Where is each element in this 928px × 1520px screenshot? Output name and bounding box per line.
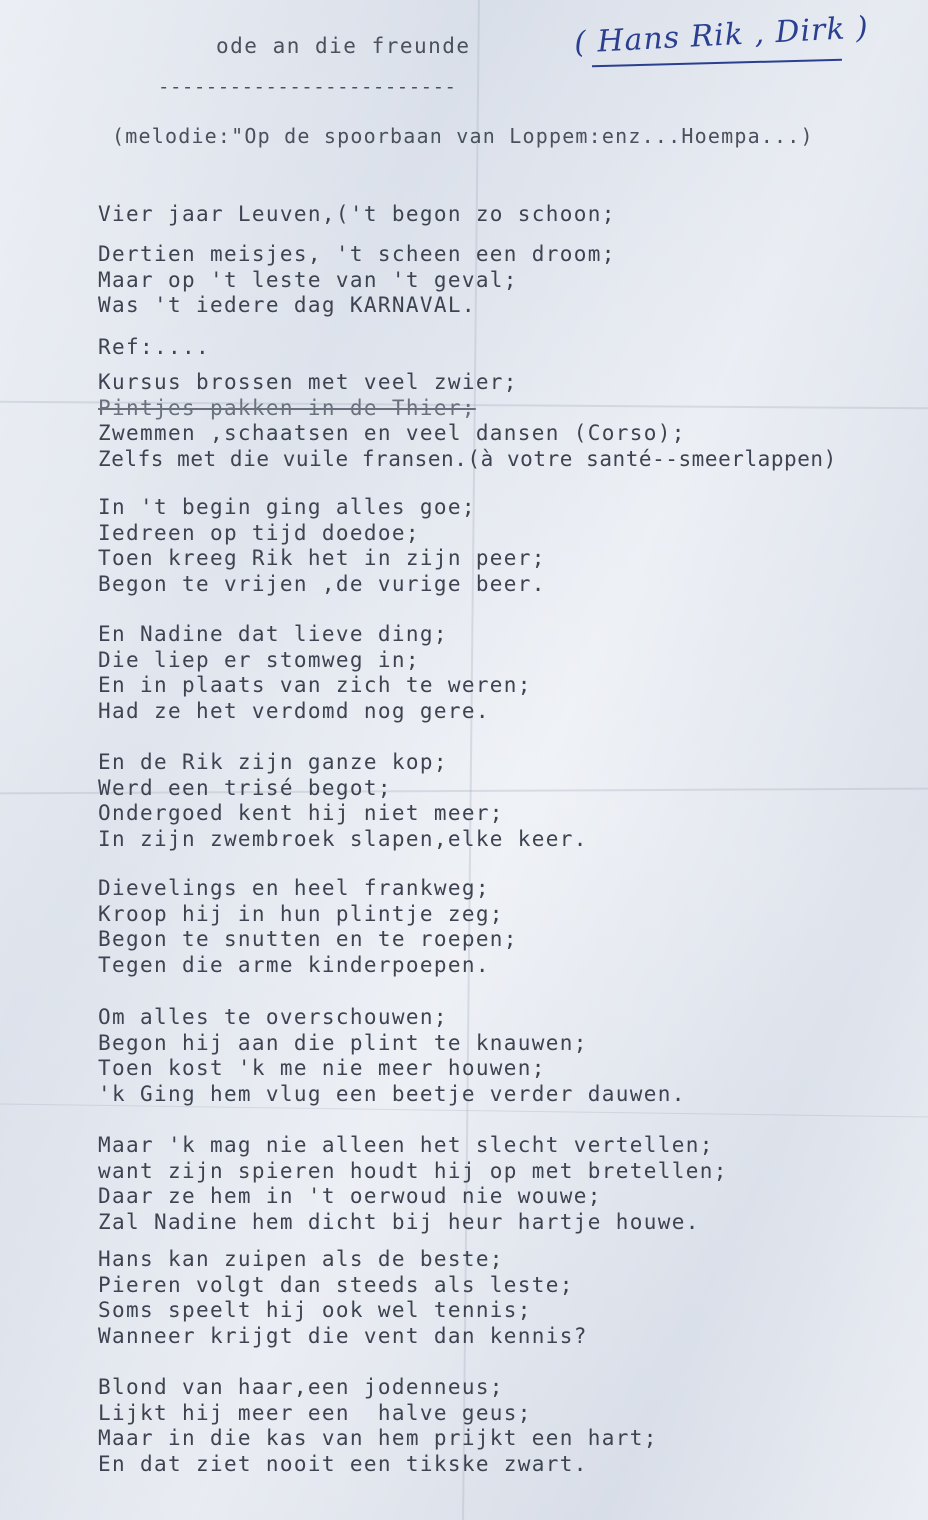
verse-line: Dievelings en heel frankweg; <box>98 876 490 900</box>
verse-line: Die liep er stomweg in; <box>98 647 420 672</box>
verse-line: Iedreen op tijd doedoe; <box>98 520 420 545</box>
verse-line: Om alles te overschouwen; <box>98 1005 448 1029</box>
stanza <box>98 1005 686 1107</box>
verse-line: Begon te snutten en te roepen; <box>98 927 518 951</box>
stanza <box>98 1375 658 1477</box>
verse-line: Zal Nadine hem dicht bij heur hartje houwe. <box>98 1209 700 1234</box>
verse-line: En dat ziet nooit een tikske zwart. <box>98 1451 588 1476</box>
struck-verse-line: Pintjes pakken in de Thier; <box>98 395 476 420</box>
verse-line: Kroop hij in hun plintje zeg; <box>98 901 504 926</box>
verse-line: Dertien meisjes, 't scheen een droom; <box>98 242 616 266</box>
verse-line: Ondergoed kent hij niet meer; <box>98 801 504 825</box>
stanza <box>98 495 546 597</box>
verse-line: En Nadine dat lieve ding; <box>98 622 448 646</box>
verse-line: In zijn zwembroek slapen,elke keer. <box>98 826 588 851</box>
verse-line: Soms speelt hij ook wel tennis; <box>98 1298 532 1322</box>
verse-line: En de Rik zijn ganze kop; <box>98 750 448 774</box>
verse-line: Maar op 't leste van 't geval; <box>98 267 518 292</box>
verse-line: Begon hij aan die plint te knauwen; <box>98 1030 588 1055</box>
stanza <box>98 876 518 978</box>
verse-line: Pieren volgt dan steeds als leste; <box>98 1272 574 1297</box>
verse-line: Werd een trisé begot; <box>98 775 392 800</box>
verse-line: Ref:.... <box>98 335 210 359</box>
stanza <box>98 1247 588 1349</box>
verse-line: Daar ze hem in 't oerwoud nie wouwe; <box>98 1184 602 1208</box>
title-divider: ------------------------- <box>158 76 457 98</box>
verse-line: 'k Ging hem vlug een beetje verder dauwen. <box>98 1081 686 1106</box>
verse-line: Hans kan zuipen als de beste; <box>98 1247 504 1271</box>
verse-line: Toen kreeg Rik het in zijn peer; <box>98 546 546 570</box>
verse-line: Lijkt hij meer een halve geus; <box>98 1400 532 1425</box>
refrain-marker <box>98 335 210 361</box>
verse-line: En in plaats van zich te weren; <box>98 673 532 697</box>
stanza <box>98 622 532 724</box>
verse-line: Vier jaar Leuven,('t begon zo schoon; <box>98 202 616 226</box>
handwritten-underline <box>592 59 842 68</box>
stanza <box>98 242 616 319</box>
verse-line: Maar 'k mag nie alleen het slecht vertellen; <box>98 1133 714 1157</box>
document-title: ode an die freunde <box>216 34 471 58</box>
verse-line: Kursus brossen met veel zwier; <box>98 370 518 394</box>
verse-line: Begon te vrijen ,de vurige beer. <box>98 571 546 596</box>
verse-line: want zijn spieren houdt hij op met bretellen; <box>98 1158 728 1183</box>
melody-note: (melodie:"Op de spoorbaan van Loppem:enz...Hoempa...) <box>112 124 814 148</box>
verse-line: Had ze het verdomd nog gere. <box>98 698 490 723</box>
verse-line: Blond van haar,een jodenneus; <box>98 1375 504 1399</box>
handwritten-names: ( Hans Rik , Dirk ) <box>573 10 870 61</box>
stanza <box>98 1133 728 1235</box>
verse-line: Zelfs met die vuile fransen.(à votre santé--smeerlappen) <box>98 446 837 471</box>
stanza <box>98 750 588 852</box>
verse-line: Tegen die arme kinderpoepen. <box>98 952 490 977</box>
verse-line: Was 't iedere dag KARNAVAL. <box>98 293 476 317</box>
stanza <box>98 370 837 472</box>
stanza <box>98 202 616 228</box>
verse-line: Toen kost 'k me nie meer houwen; <box>98 1056 546 1080</box>
verse-line: Zwemmen ,schaatsen en veel dansen (Corso); <box>98 421 686 445</box>
verse-line: Maar in die kas van hem prijkt een hart; <box>98 1426 658 1450</box>
verse-line: Wanneer krijgt die vent dan kennis? <box>98 1323 588 1348</box>
verse-line: In 't begin ging alles goe; <box>98 495 476 519</box>
